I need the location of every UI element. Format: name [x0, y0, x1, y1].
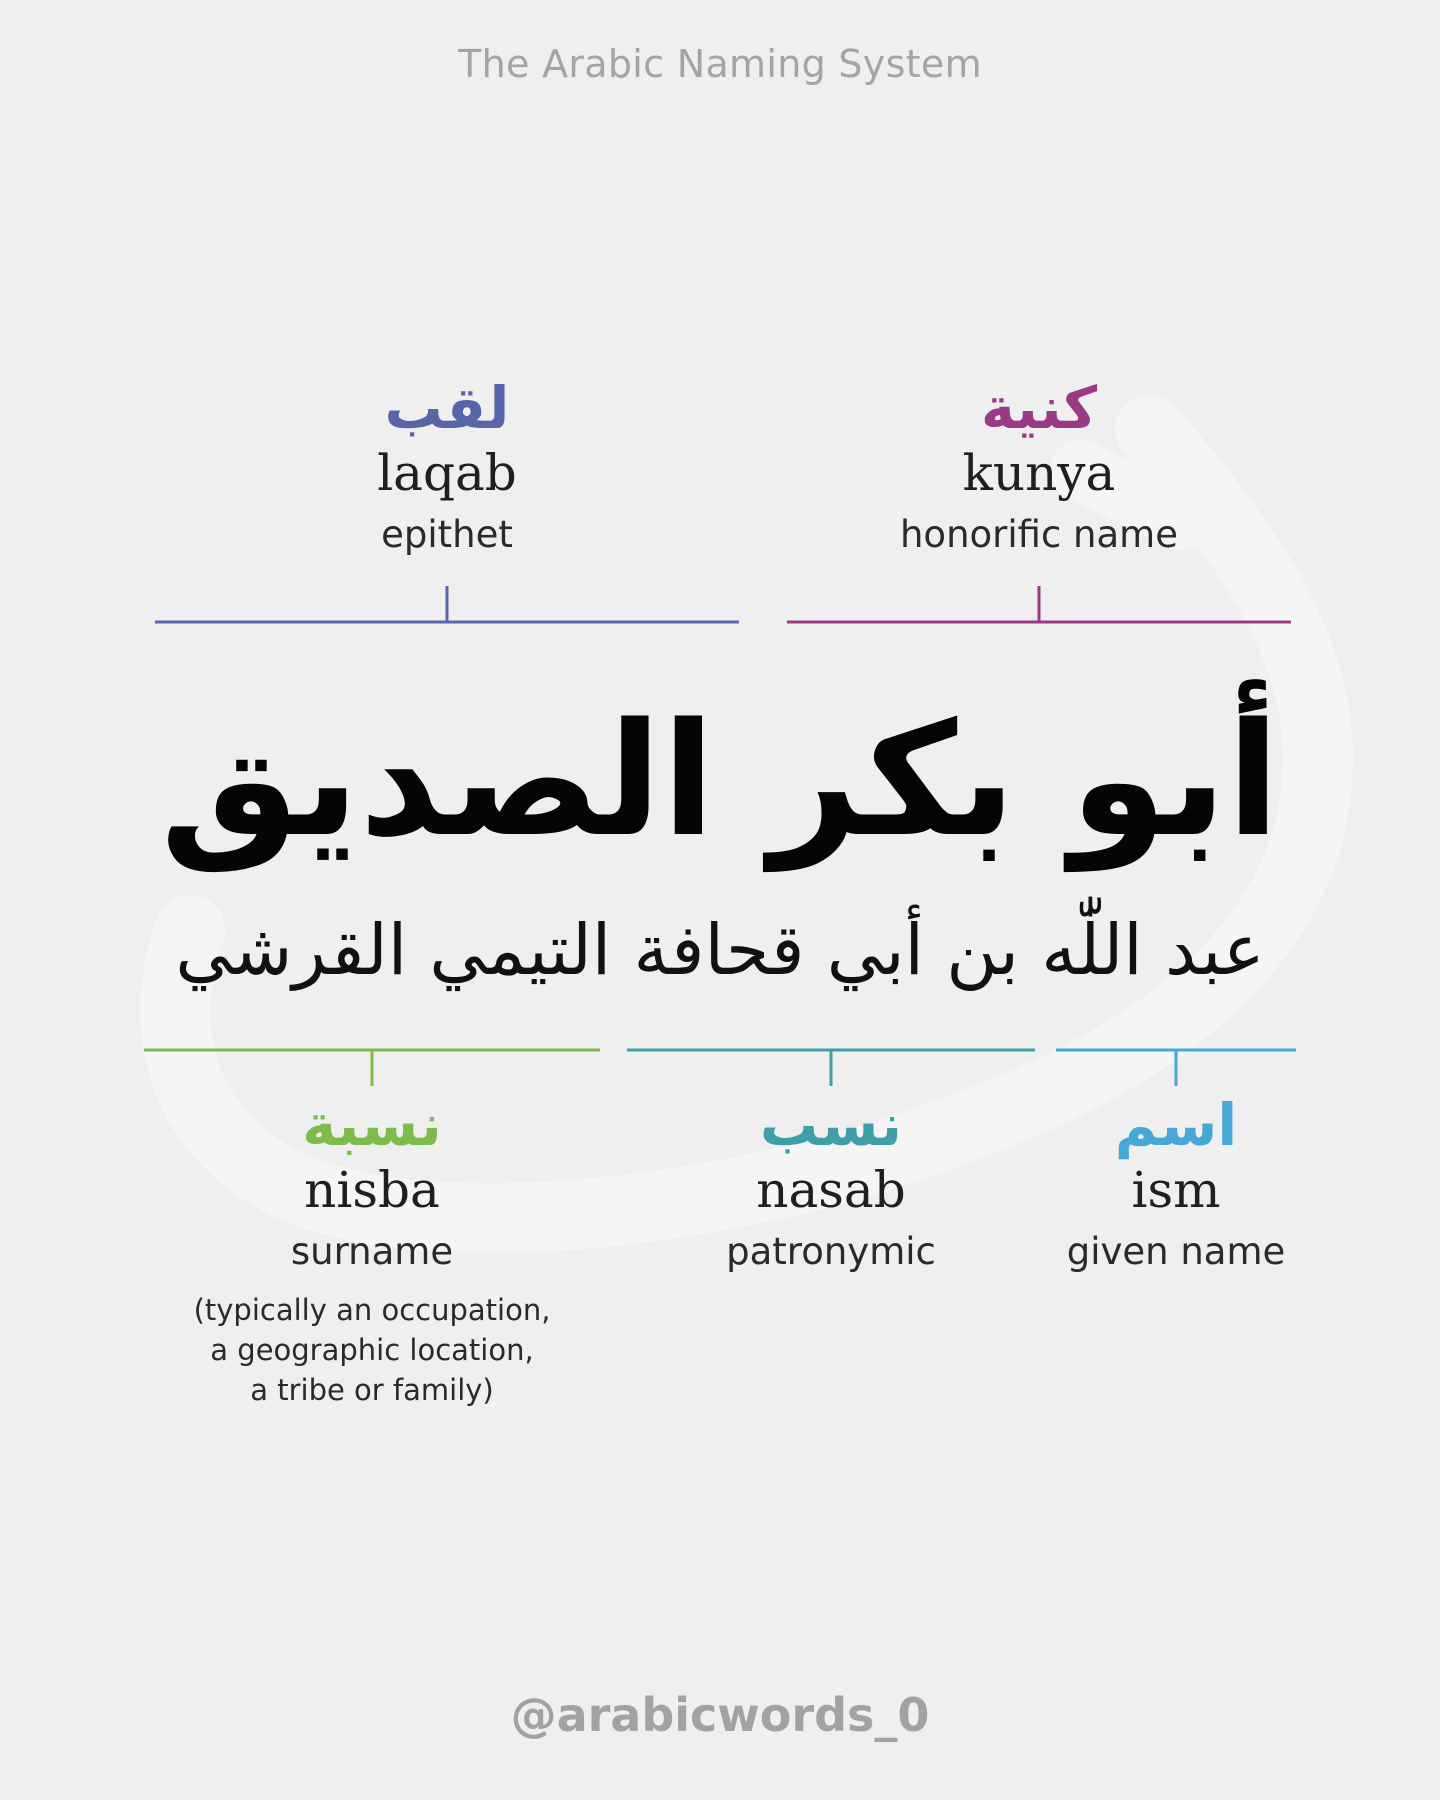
nasab-arabic: نسب — [759, 1091, 903, 1159]
nasab-transliteration: nasab — [756, 1161, 906, 1219]
nasab-label-group — [631, 1090, 1031, 1280]
nisba-bracket — [144, 1050, 600, 1086]
kunya-gloss: honorific name — [899, 513, 1178, 556]
nisba-arabic: نسبة — [302, 1091, 442, 1159]
ism-label-group — [1036, 1090, 1316, 1280]
kunya-transliteration: kunya — [962, 444, 1116, 502]
ism-bracket — [1056, 1050, 1296, 1086]
laqab-gloss: epithet — [381, 513, 513, 556]
nisba-note: (typically an occupation, a geographic location, a tribe or family) — [193, 1293, 551, 1407]
kunya-bracket — [787, 586, 1291, 622]
laqab-transliteration: laqab — [377, 444, 517, 502]
nasab-gloss: patronymic — [726, 1230, 936, 1273]
page-title: The Arabic Naming System — [458, 42, 982, 86]
ism-arabic: اسم — [1114, 1091, 1238, 1159]
nisba-transliteration: nisba — [304, 1161, 440, 1219]
nasab-bracket — [627, 1050, 1035, 1086]
ism-transliteration: ism — [1131, 1161, 1221, 1219]
social-handle: @arabicwords_0 — [510, 1688, 930, 1742]
laqab-bracket — [155, 586, 739, 622]
laqab-arabic: لقب — [384, 374, 510, 442]
main-name: أبو بكر الصديق — [160, 689, 1280, 871]
ism-gloss: given name — [1066, 1230, 1286, 1273]
nisba-gloss: surname — [290, 1230, 454, 1273]
full-name: عبد اللّٰه بن أبي قحافة التيمي القرشي — [175, 909, 1265, 991]
nisba-label-group — [152, 1090, 592, 1410]
kunya-arabic: كنية — [980, 374, 1098, 442]
